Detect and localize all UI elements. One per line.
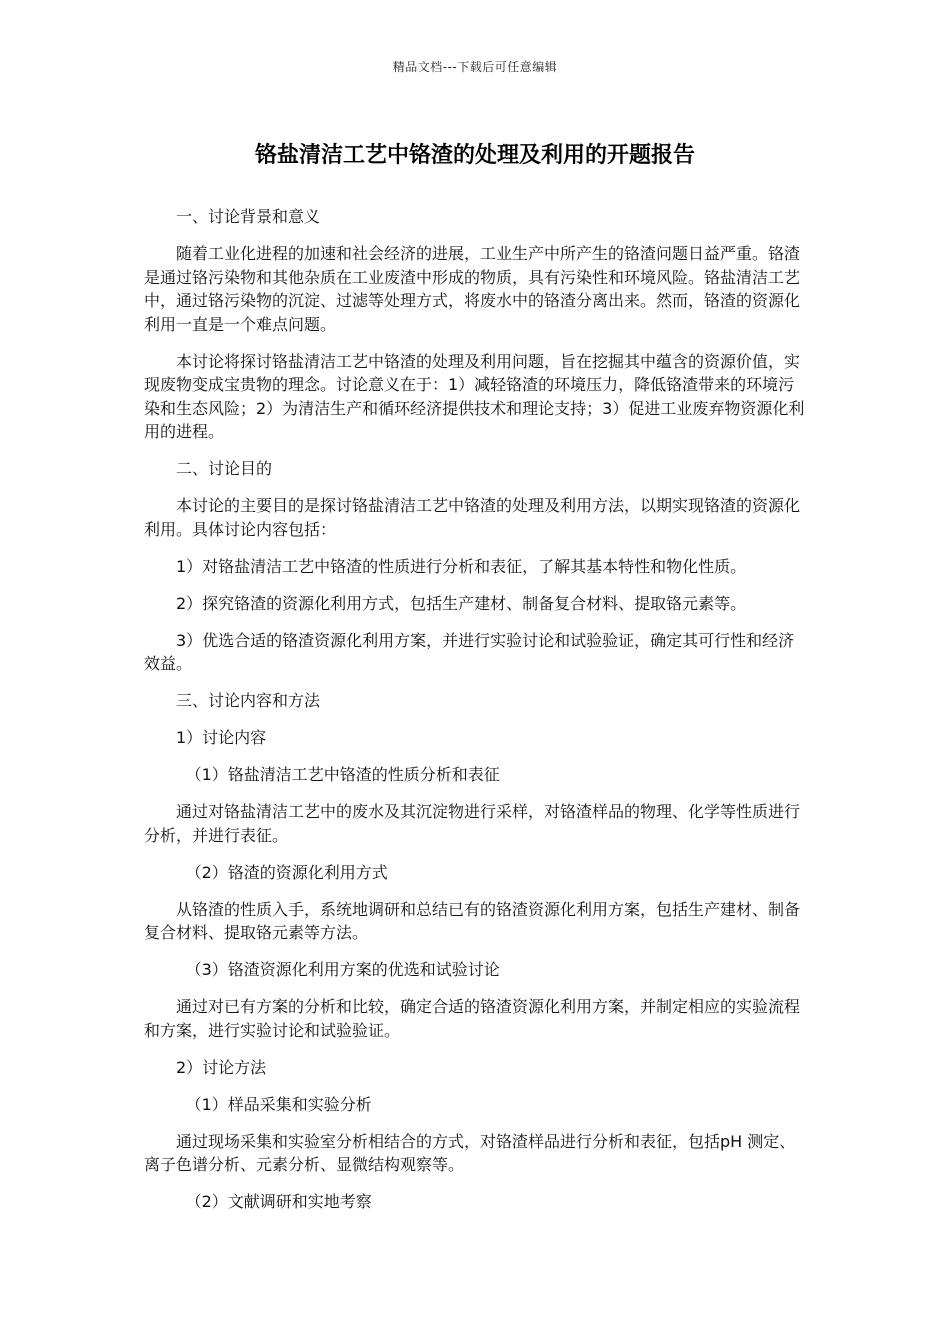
content-item-2-text: 从铬渣的性质入手，系统地调研和总结已有的铬渣资源化利用方案，包括生产建材、制备复合材料、提取铬元素等方法。 — [144, 899, 801, 942]
paragraph-background-2: 本讨论将探讨铬盐清洁工艺中铬渣的处理及利用问题，旨在挖掘其中蕴含的资源价值，实现废物变成宝贵物的理念。讨论意义在于：1）减轻铬渣的环境压力，降低铬渣带来的环境污染和生态风险；2）为清洁生产和循环经济提供技术和理论支持；3）促进工业废弃物资源化利用的进程。 — [144, 351, 805, 441]
content-item-2-heading: （2）铬渣的资源化利用方式 — [185, 862, 388, 882]
content-item-1-heading: （1）铬盐清洁工艺中铬渣的性质分析和表征 — [185, 765, 500, 784]
document-title: 铬盐清洁工艺中铬渣的处理及利用的开题报告 — [254, 143, 695, 168]
content-item-1-text: 通过对铬盐清洁工艺中的废水及其沉淀物进行采样，对铬渣样品的物理、化学等性质进行分析，并进行表征。 — [144, 802, 801, 845]
section-heading-purpose: 二、讨论目的 — [176, 459, 273, 478]
method-item-2-heading: （2）文献调研和实地考察 — [185, 1192, 372, 1211]
method-item-1-text: 通过现场采集和实验室分析相结合的方式，对铬渣样品进行分析和表征，包括pH 测定、离子色谱分析、元素分析、显微结构观察等。 — [144, 1131, 796, 1174]
paragraph-purpose-intro: 本讨论的主要目的是探讨铬盐清洁工艺中铬渣的处理及利用方法，以期实现铬渣的资源化利用。具体讨论内容包括： — [144, 496, 801, 539]
purpose-item-3: 3）优选合适的铬渣资源化利用方案，并进行实验讨论和试验验证，确定其可行性和经济效益。 — [144, 630, 795, 673]
subsection-heading-method: 2）讨论方法 — [176, 1057, 267, 1077]
section-heading-content-method: 三、讨论内容和方法 — [176, 691, 321, 710]
document-body — [144, 205, 808, 1227]
section-heading-background: 一、讨论背景和意义 — [176, 207, 321, 226]
subsection-heading-content: 1）讨论内容 — [176, 728, 267, 747]
content-item-3-text: 通过对已有方案的分析和比较，确定合适的铬渣资源化利用方案，并制定相应的实验流程和方案，进行实验讨论和试验验证。 — [144, 997, 801, 1040]
page-header: 精品文档---下载后可任意编辑 — [392, 60, 558, 74]
paragraph-background-1: 随着工业化进程的加速和社会经济的进展，工业生产中所产生的铬渣问题日益严重。铬渣是通过铬污染物和其他杂质在工业废渣中形成的物质，具有污染性和环境风险。铬盐清洁工艺中，通过铬污染物的沉淀、过滤等处理方式，将废水中的铬渣分离出来。然而，铬渣的资源化利用一直是一个难点问题。 — [144, 244, 801, 334]
content-item-3-heading: （3）铬渣资源化利用方案的优选和试验讨论 — [185, 960, 500, 979]
purpose-item-1: 1）对铬盐清洁工艺中铬渣的性质进行分析和表征，了解其基本特性和物化性质。 — [176, 556, 747, 576]
purpose-item-2: 2）探究铬渣的资源化利用方式，包括生产建材、制备复合材料、提取铬元素等。 — [176, 593, 747, 613]
method-item-1-heading: （1）样品采集和实验分析 — [185, 1094, 372, 1114]
